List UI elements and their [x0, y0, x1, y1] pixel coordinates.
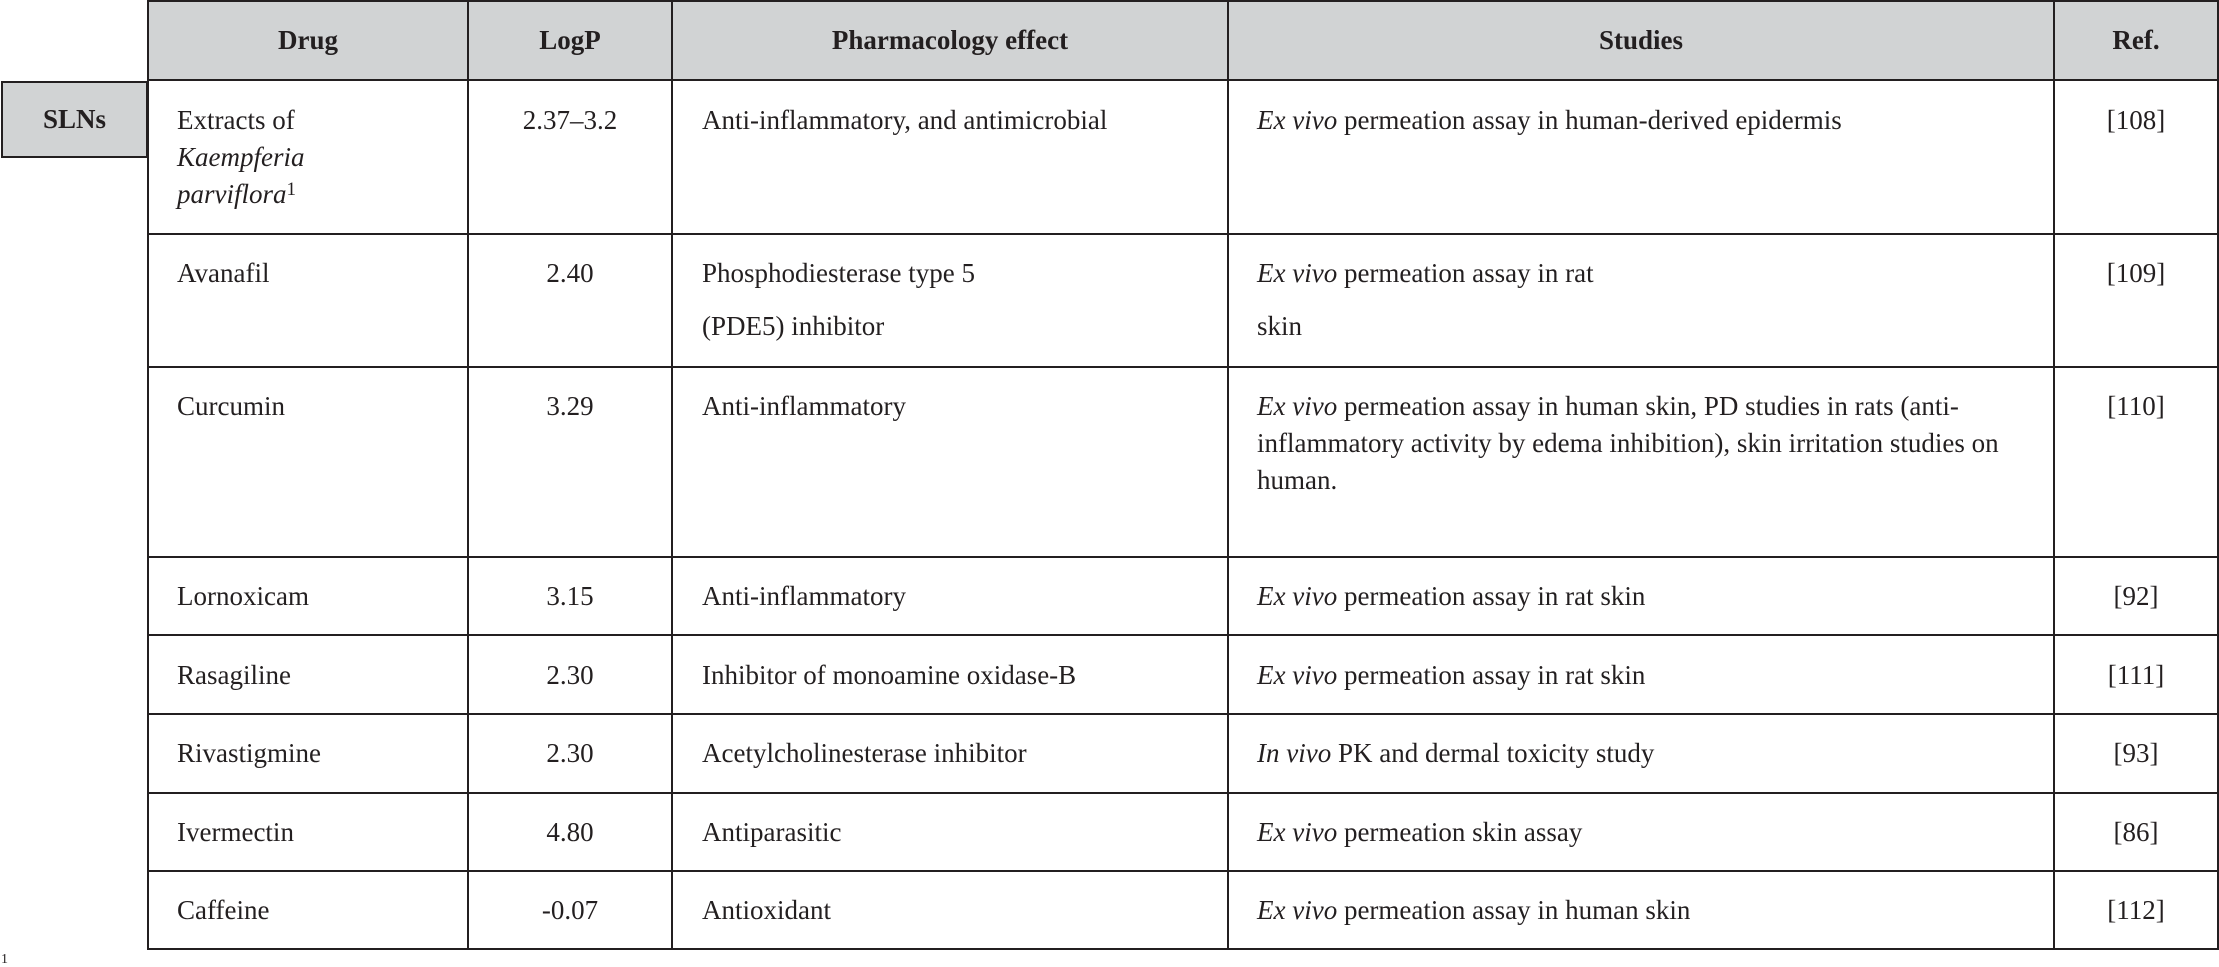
study-italic: Ex vivo: [1257, 660, 1338, 690]
row-divider: [148, 233, 2219, 235]
drug-name-italic: parviflora: [177, 179, 287, 209]
effect-line: (PDE5) inhibitor: [702, 311, 885, 341]
studies-cell: [1257, 657, 1645, 694]
study-text: permeation assay in rat: [1337, 258, 1594, 288]
drug-cell: Rasagiline: [177, 660, 291, 690]
row-divider: [148, 634, 2219, 636]
drug-cell: Ivermectin: [177, 817, 294, 847]
study-italic: Ex vivo: [1257, 581, 1338, 611]
ref-cell: [109]: [2106, 258, 2166, 288]
logp-cell: 3.29: [546, 391, 594, 421]
column-divider: [147, 0, 149, 950]
footnote-marker: 1: [1, 952, 8, 967]
column-divider: [671, 0, 673, 950]
effect-cell: Anti-inflammatory, and antimicrobial: [702, 105, 1108, 135]
effect-cell: Antiparasitic: [702, 817, 842, 847]
study-text: permeation skin assay: [1337, 817, 1583, 847]
footnote-marker: 1: [286, 179, 297, 200]
effect-cell: [702, 255, 975, 345]
logp-cell: 2.30: [546, 738, 594, 768]
effect-cell: Acetylcholinesterase inhibitor: [702, 738, 1027, 768]
effect-cell: Anti-inflammatory: [702, 581, 906, 611]
studies-cell: [1257, 255, 1594, 345]
studies-cell: [1257, 388, 2037, 499]
table-bottom-border: [148, 948, 2219, 950]
logp-cell: -0.07: [541, 895, 599, 925]
study-text: permeation assay in rat skin: [1337, 581, 1646, 611]
row-divider: [148, 792, 2219, 794]
row-divider: [148, 79, 2219, 81]
study-text: permeation assay in human skin, PD studies in rats (anti-inflammatory activity by edema inhibition), skin irritation studies on human.: [1257, 391, 1999, 495]
drug-name-line: [177, 139, 305, 176]
group-label-slns: SLNs: [1, 81, 148, 158]
study-italic: Ex vivo: [1257, 258, 1338, 288]
column-divider: [2053, 0, 2055, 950]
drug-name-line: [177, 176, 305, 213]
study-text: PK and dermal toxicity study: [1331, 738, 1655, 768]
table-top-border: [148, 0, 2219, 2]
drug-cell: Caffeine: [177, 895, 270, 925]
header-logp: LogP: [539, 25, 601, 55]
column-divider: [467, 0, 469, 950]
ref-cell: [108]: [2106, 105, 2166, 135]
drug-cell: Curcumin: [177, 391, 285, 421]
studies-cell: [1257, 735, 1654, 772]
drug-cell: Rivastigmine: [177, 738, 321, 768]
study-italic: Ex vivo: [1257, 895, 1338, 925]
effect-cell: Anti-inflammatory: [702, 391, 906, 421]
logp-cell: 3.15: [546, 581, 594, 611]
studies-cell: [1257, 892, 1690, 929]
effect-cell: Inhibitor of monoamine oxidase-B: [702, 660, 1077, 690]
drug-cell: Avanafil: [177, 258, 270, 288]
column-divider: [1227, 0, 1229, 950]
header-drug: Drug: [278, 25, 338, 55]
logp-cell: 2.37–3.2: [522, 105, 618, 135]
row-divider: [148, 556, 2219, 558]
study-italic: Ex vivo: [1257, 391, 1338, 421]
drug-cell: [177, 102, 305, 213]
ref-cell: [112]: [2107, 895, 2165, 925]
logp-cell: 4.80: [546, 817, 594, 847]
drug-name-italic: Kaempferia: [177, 142, 305, 172]
study-text: permeation assay in rat skin: [1337, 660, 1646, 690]
study-line: skin: [1257, 311, 1303, 341]
ref-cell: [93]: [2113, 738, 2159, 768]
ref-cell: [111]: [2107, 660, 2165, 690]
effect-line: Phosphodiesterase type 5: [702, 258, 975, 288]
drug-name-line: Extracts of: [177, 105, 295, 135]
drug-cell: Lornoxicam: [177, 581, 309, 611]
row-divider: [148, 713, 2219, 715]
study-text: permeation assay in human-derived epidermis: [1337, 105, 1842, 135]
study-text: permeation assay in human skin: [1337, 895, 1691, 925]
logp-cell: 2.40: [546, 258, 594, 288]
study-line: [1257, 255, 1594, 292]
study-italic: Ex vivo: [1257, 817, 1338, 847]
study-italic: In vivo: [1257, 738, 1332, 768]
studies-cell: [1257, 578, 1645, 615]
effect-cell: Antioxidant: [702, 895, 831, 925]
header-pharmacology-effect: Pharmacology effect: [831, 25, 1069, 55]
header-studies: Studies: [1598, 25, 1684, 55]
row-divider: [148, 870, 2219, 872]
studies-cell: [1257, 102, 1842, 139]
ref-cell: [92]: [2113, 581, 2159, 611]
ref-cell: [86]: [2113, 817, 2159, 847]
studies-cell: [1257, 814, 1582, 851]
ref-cell: [110]: [2107, 391, 2165, 421]
logp-cell: 2.30: [546, 660, 594, 690]
row-divider: [148, 366, 2219, 368]
study-italic: Ex vivo: [1257, 105, 1338, 135]
header-ref: Ref.: [2112, 25, 2160, 55]
